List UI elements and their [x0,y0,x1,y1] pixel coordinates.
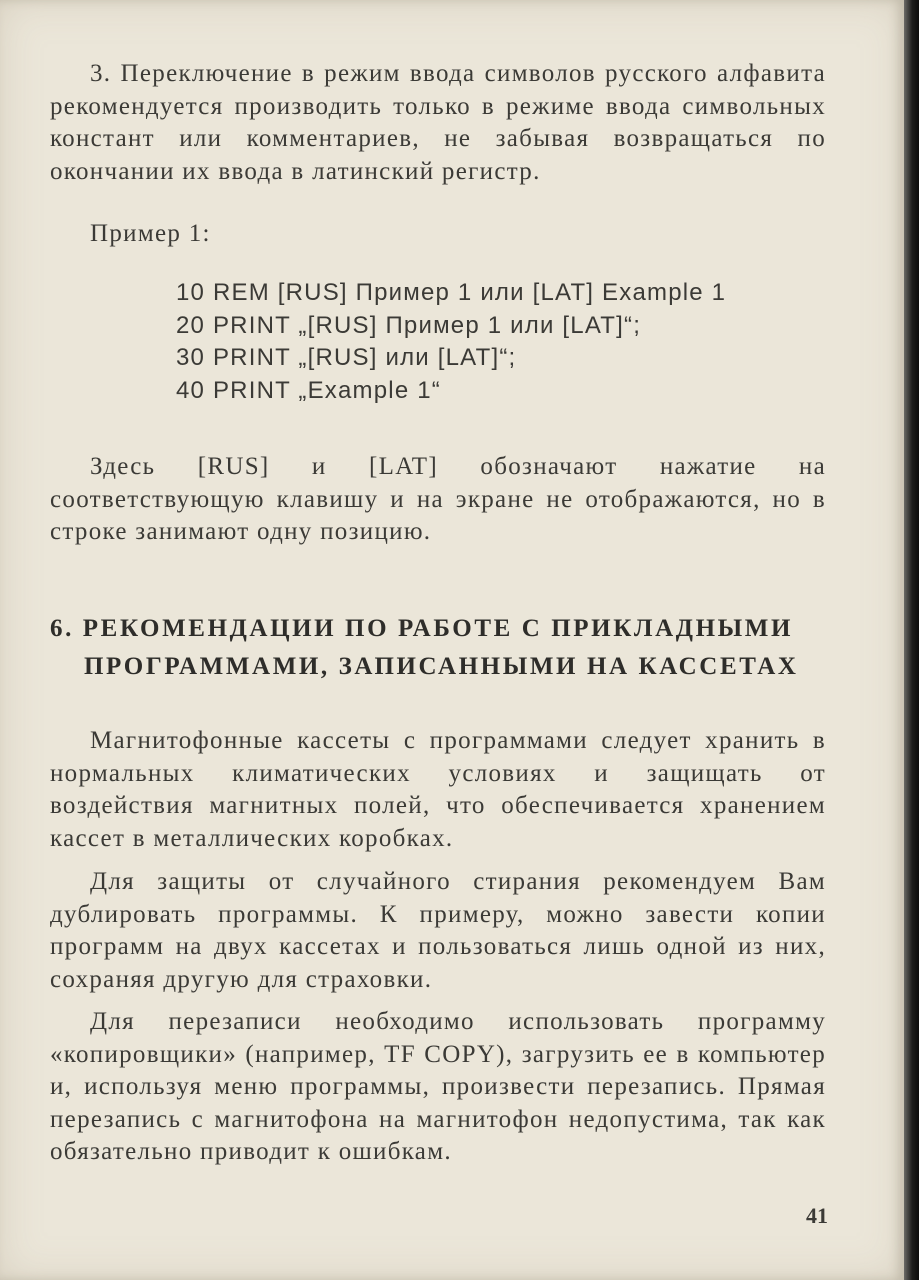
code-line: 20 PRINT „[RUS] Пример 1 или [LAT]“; [176,311,642,339]
code-line: 40 PRINT „Example 1“ [176,376,441,404]
page-number: 41 [806,1203,828,1228]
example-label: Пример 1: [90,220,211,247]
body-paragraph: Для перезаписи необходимо использовать программу «копировщики» (например, TF COPY), загрузить ее в компьютер и, используя меню программы, произвести перезапись. Прямая перезапись с магнитофона на магнитофон недопустима, так как обязательно приводит к ошибкам. [50,1008,826,1165]
page-edge-shadow [904,0,919,1280]
code-listing [176,277,726,407]
body-paragraph: Для защиты от случайного стирания рекомендуем Вам дублировать программы. К примеру, можно завести копии программ на двух кассетах и пользоваться лишь одной из них, сохраняя другую для страховки. [50,868,826,993]
body-paragraph: Магнитофонные кассеты с программами следует хранить в нормальных климатических условиях и защищать от воздействия магнитных полей, что обеспечивается хранением кассет в металлических коробках. [50,727,826,852]
section-heading [50,610,840,686]
section-heading-line-1: 6. РЕКОМЕНДАЦИИ ПО РАБОТЕ С ПРИКЛАДНЫМИ [50,615,794,642]
explanation-paragraph: Здесь [RUS] и [LAT] обозначают нажатие на соответствующую клавишу и на экране не отображаются, но в строке занимают одну позицию. [50,453,826,545]
code-line: 30 PRINT „[RUS] или [LAT]“; [176,344,517,371]
code-line: 10 REM [RUS] Пример 1 или [LAT] Example 1 [176,279,727,306]
paragraph-3: 3. Переключение в режим ввода символов русского алфавита рекомендуется производить только в режиме ввода символьных констант или комментариев, не забывая возвращаться по окончании их ввода в латинский регистр. [50,60,826,185]
section-heading-line-2: ПРОГРАММАМИ, ЗАПИСАННЫМИ НА КАССЕТАХ [84,653,799,680]
